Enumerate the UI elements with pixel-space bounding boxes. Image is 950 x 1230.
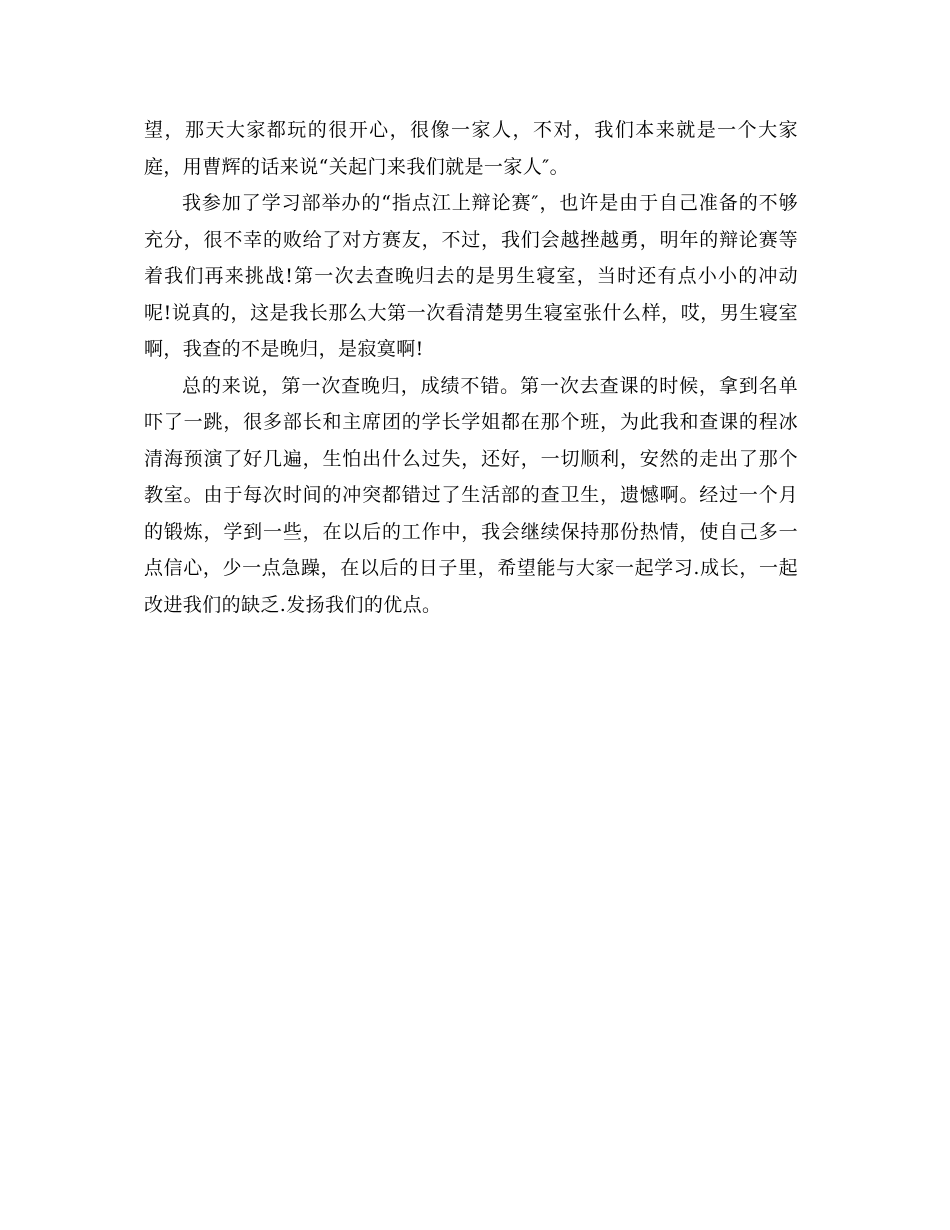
- paragraph-debate: 我参加了学习部举办的“指点江上辩论赛″，也许是由于自己准备的不够充分，很不幸的败给了对方赛友，不过，我们会越挫越勇，明年的辩论赛等着我们再来挑战!第一次去查晚归去的是男生寝室，当时还有点小小的冲动呢!说真的，这是我长那么大第一次看清楚男生寝室张什么样，哎，男生寝室啊，我查的不是晚归，是寂寞啊!: [144, 192, 798, 360]
- paragraph-continuation: 望，那天大家都玩的很开心，很像一家人，不对，我们本来就是一个大家庭，用曹辉的话来说“关起门来我们就是一家人″。: [144, 119, 798, 178]
- document-body: [144, 112, 798, 623]
- paragraph-summary: 总的来说，第一次查晚归，成绩不错。第一次去查课的时候，拿到名单吓了一跳，很多部长和主席团的学长学姐都在那个班，为此我和查课的程冰清海预演了好几遍，生怕出什么过失，还好，一切顺利，安然的走出了那个教室。由于每次时间的冲突都错过了生活部的查卫生，遗憾啊。经过一个月的锻炼，学到一些，在以后的工作中，我会继续保持那份热情，使自己多一点信心，少一点急躁，在以后的日子里，希望能与大家一起学习.成长，一起改进我们的缺乏.发扬我们的优点。: [144, 374, 798, 616]
